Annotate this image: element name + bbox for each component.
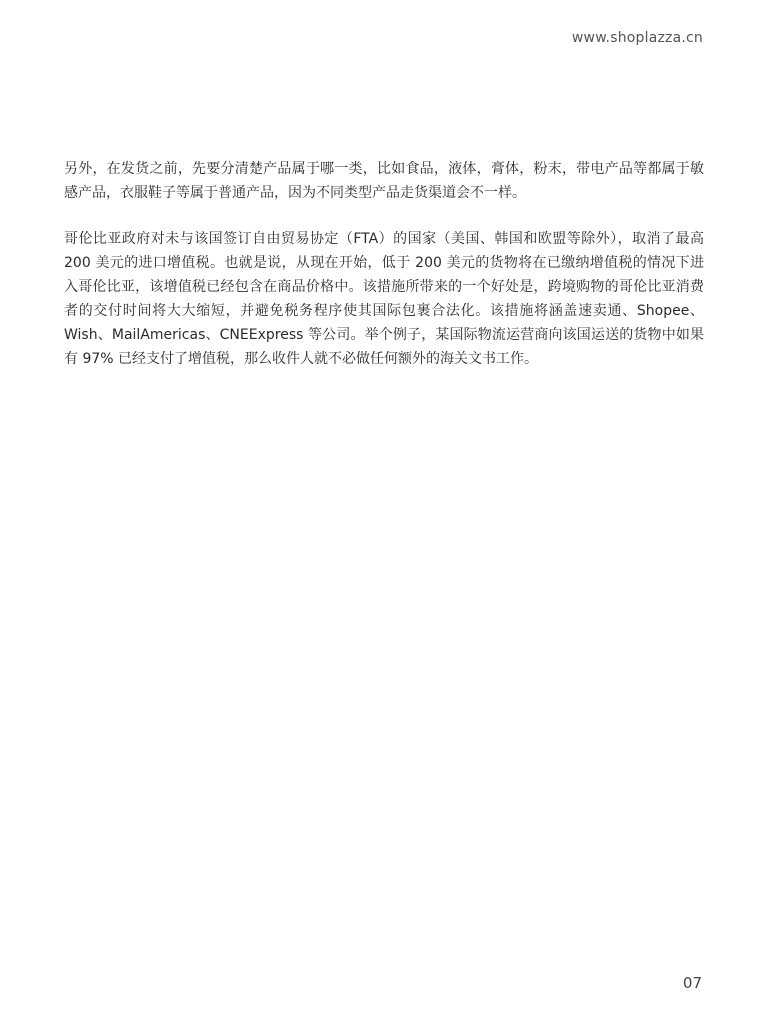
page-number: 07 [682,974,702,992]
paragraph-colombia-vat: 哥伦比亚政府对未与该国签订自由贸易协定（FTA）的国家（美国、韩国和欧盟等除外），取消了最高 200 美元的进口增值税。也就是说，从现在开始，低于 200 美元的货物将在已缴纳增值税的情况下进入哥伦比亚，该增值税已经包含在商品价格中。该措施所带来的一个好处是，跨境购物的哥伦比亚消费者的交付时间将大大缩短，并避免税务程序使其国际包裹合法化。该措施将涵盖速卖通、Shopee、Wish、MailAmericas、CNEExpress 等公司。举个例子，某国际物流运营商向该国运送的货物中如果有 97% 已经支付了增值税，那么收件人就不必做任何额外的海关文书工作。 [64,231,704,367]
header-url: www.shoplazza.cn [571,30,703,46]
paragraph-shipping-categories: 另外，在发货之前，先要分清楚产品属于哪一类，比如食品，液体，膏体，粉末，带电产品等都属于敏感产品，衣服鞋子等属于普通产品，因为不同类型产品走货渠道会不一样。 [64,161,704,201]
document-body [64,157,704,393]
